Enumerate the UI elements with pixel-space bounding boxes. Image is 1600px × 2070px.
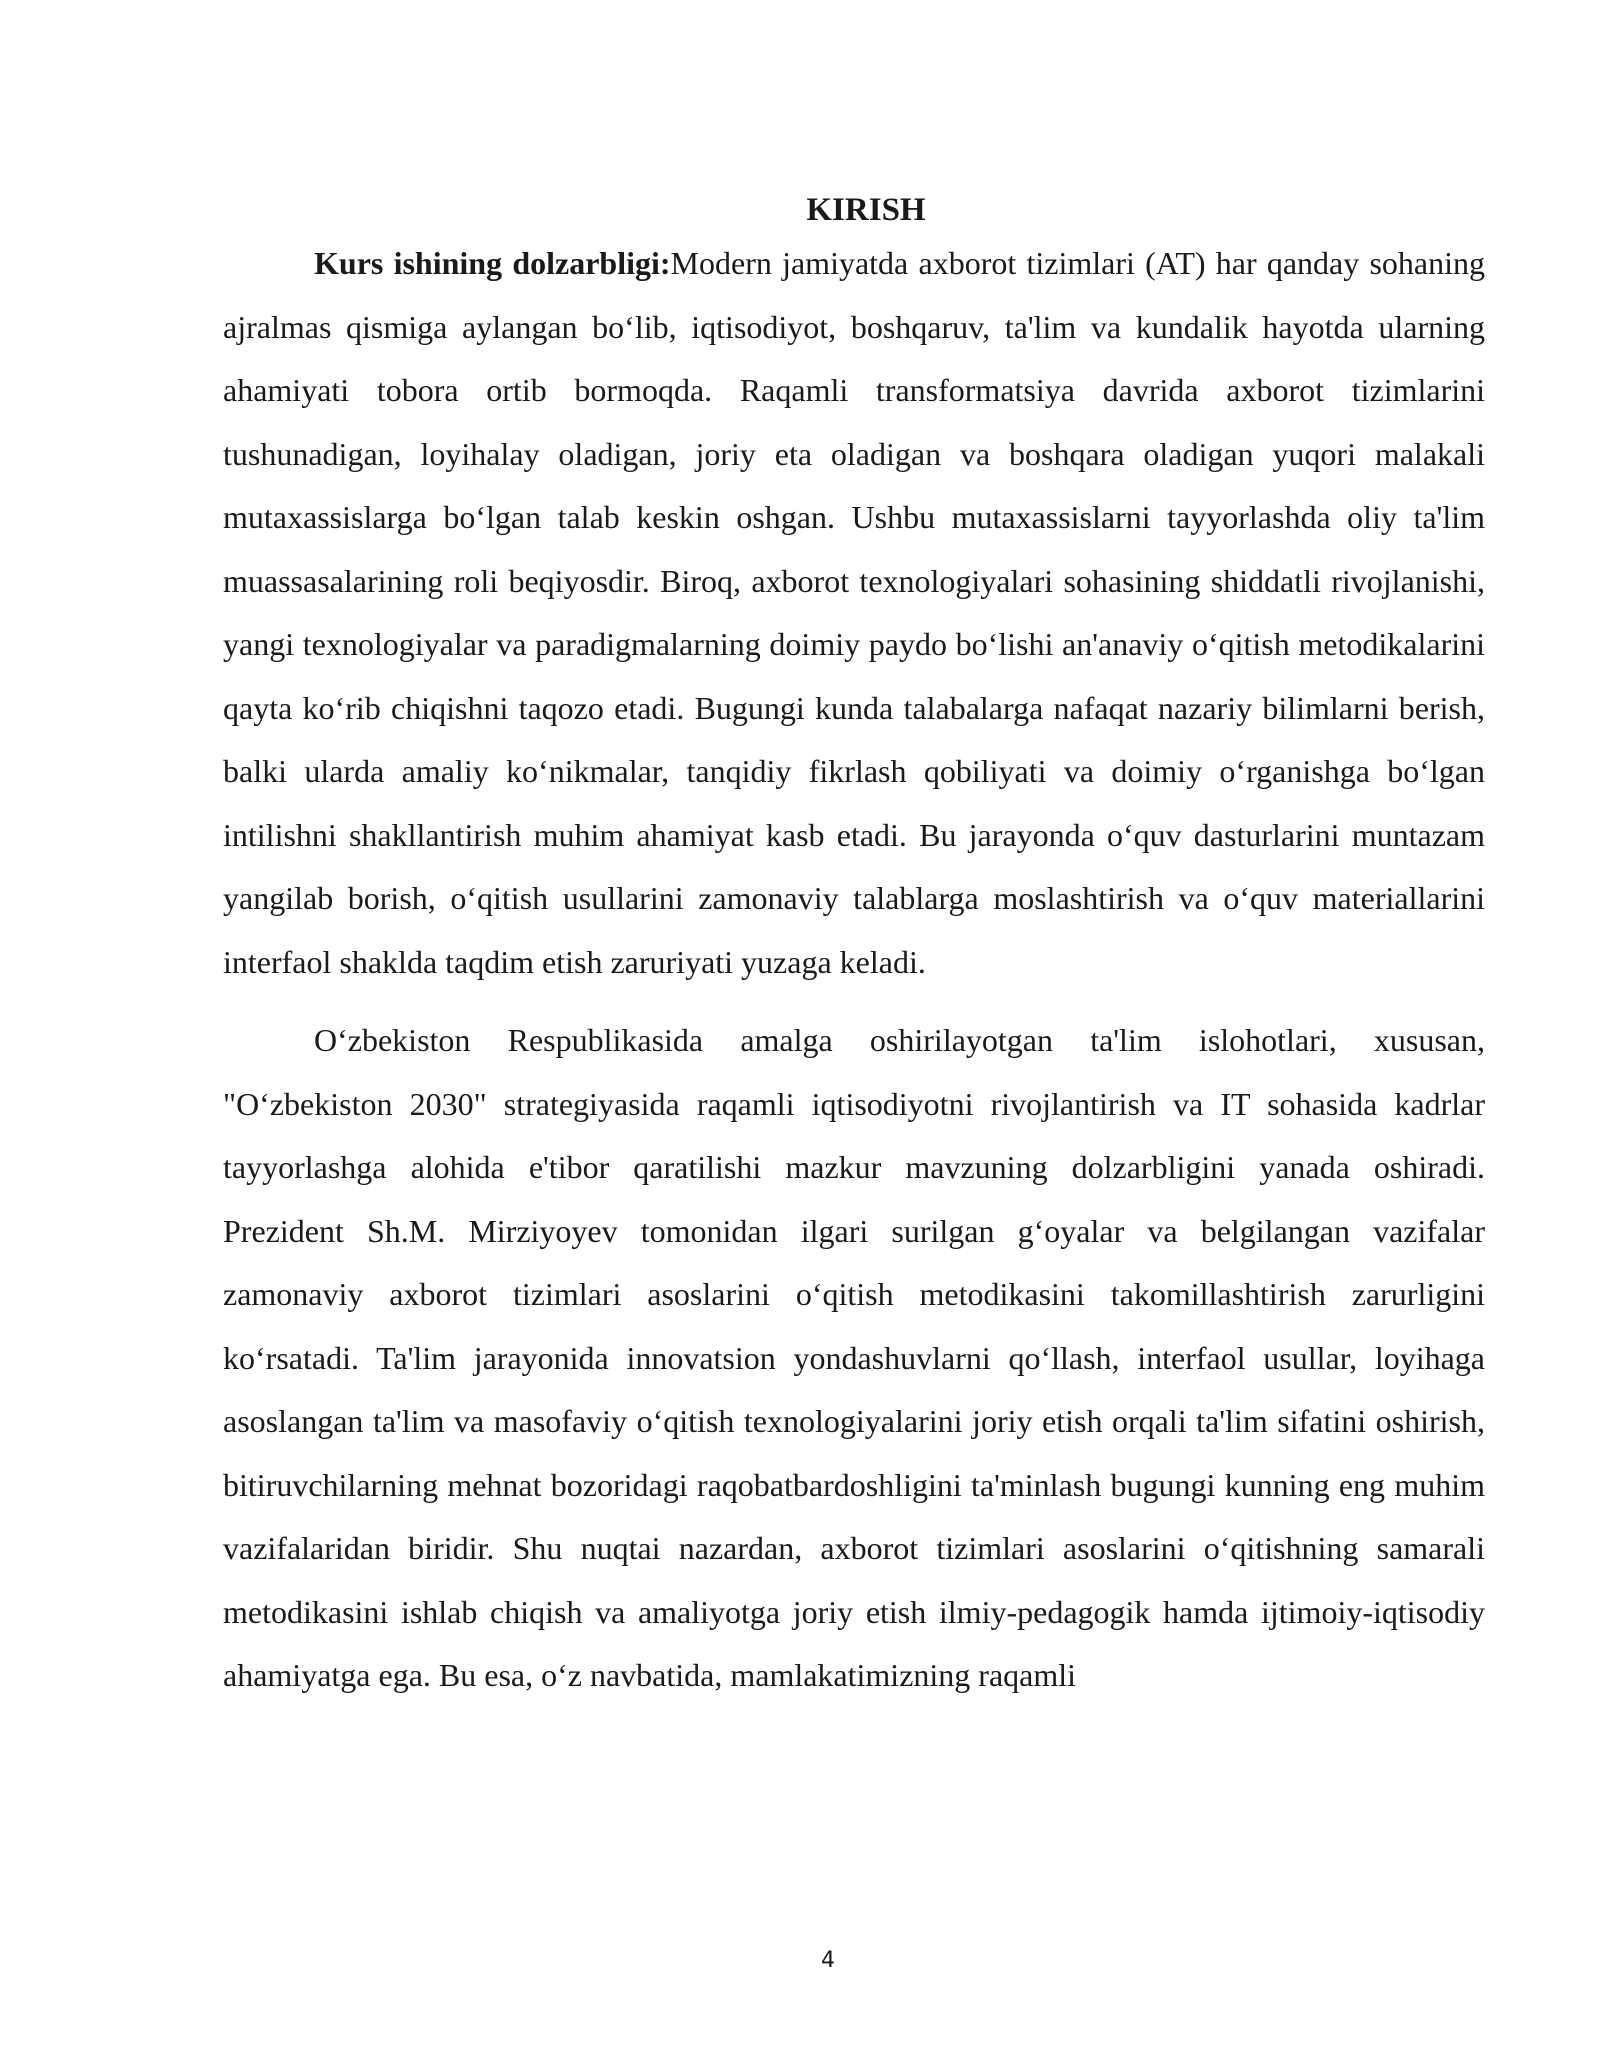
section-title: KIRISH <box>806 192 926 228</box>
page-content <box>223 188 1485 1708</box>
paragraph-lead: Kurs ishining dolzarbligi: <box>314 245 671 281</box>
paragraph-relevance <box>223 232 1485 994</box>
paragraph-text: O‘zbekiston Respublikasida amalga oshirilayotgan ta'lim islohotlari, xususan, "O‘zbekiston 2030" strategiyasida raqamli iqtisodiyotni rivojlantirish va IT sohasida kadrlar tayyorlashga alohida e'tibor qaratilishi mazkur mavzuning dolzarbligini yanada oshiradi. Prezident Sh.M. Mirziyoyev tomonidan ilgari surilgan g‘oyalar va belgilangan vazifalar zamonaviy axborot tizimlari asoslarini o‘qitish metodikasini takomillashtirish zarurligini ko‘rsatadi. Ta'lim jarayonida innovatsion yondashuvlarni qo‘llash, interfaol usullar, loyihaga asoslangan ta'lim va masofaviy o‘qitish texnologiyalarini joriy etish orqali ta'lim sifatini oshirish, bitiruvchilarning mehnat bozoridagi raqobatbardoshligini ta'minlash bugungi kunning eng muhim vazifalaridan biridir. Shu nuqtai nazardan, axborot tizimlari asoslarini o‘qitishning samarali metodikasini ishlab chiqish va amaliyotga joriy etish ilmiy-pedagogik hamda ijtimoiy-iqtisodiy ahamiyatga ega. Bu esa, o‘z navbatida, mamlakatimizning raqamli <box>223 1022 1485 1693</box>
paragraph-reforms <box>223 1009 1485 1708</box>
page-number: 4 <box>821 1948 835 1973</box>
paragraph-text: Modern jamiyatda axborot tizimlari (AT) har qanday sohaning ajralmas qismiga aylangan bo‘lib, iqtisodiyot, boshqaruv, ta'lim va kundalik hayotda ularning ahamiyati tobora ortib bormoqda. Raqamli transformatsiya davrida axborot tizimlarini tushunadigan, loyihalay oladigan, joriy eta oladigan va boshqara oladigan yuqori malakali mutaxassislarga bo‘lgan talab keskin oshgan. Ushbu mutaxassislarni tayyorlashda oliy ta'lim muassasalarining roli beqiyosdir. Biroq, axborot texnologiyalari sohasining shiddatli rivojlanishi, yangi texnologiyalar va paradigmalarning doimiy paydo bo‘lishi an'anaviy o‘qitish metodikalarini qayta ko‘rib chiqishni taqozo etadi. Bugungi kunda talabalarga nafaqat nazariy bilimlarni berish, balki ularda amaliy ko‘nikmalar, tanqidiy fikrlash qobiliyati va doimiy o‘rganishga bo‘lgan intilishni shakllantirish muhim ahamiyat kasb etadi. Bu jarayonda o‘quv dasturlarini muntazam yangilab borish, o‘qitish usullarini zamonaviy talablarga moslashtirish va o‘quv materiallarini interfaol shaklda taqdim etish zaruriyati yuzaga keladi. <box>223 245 1486 980</box>
